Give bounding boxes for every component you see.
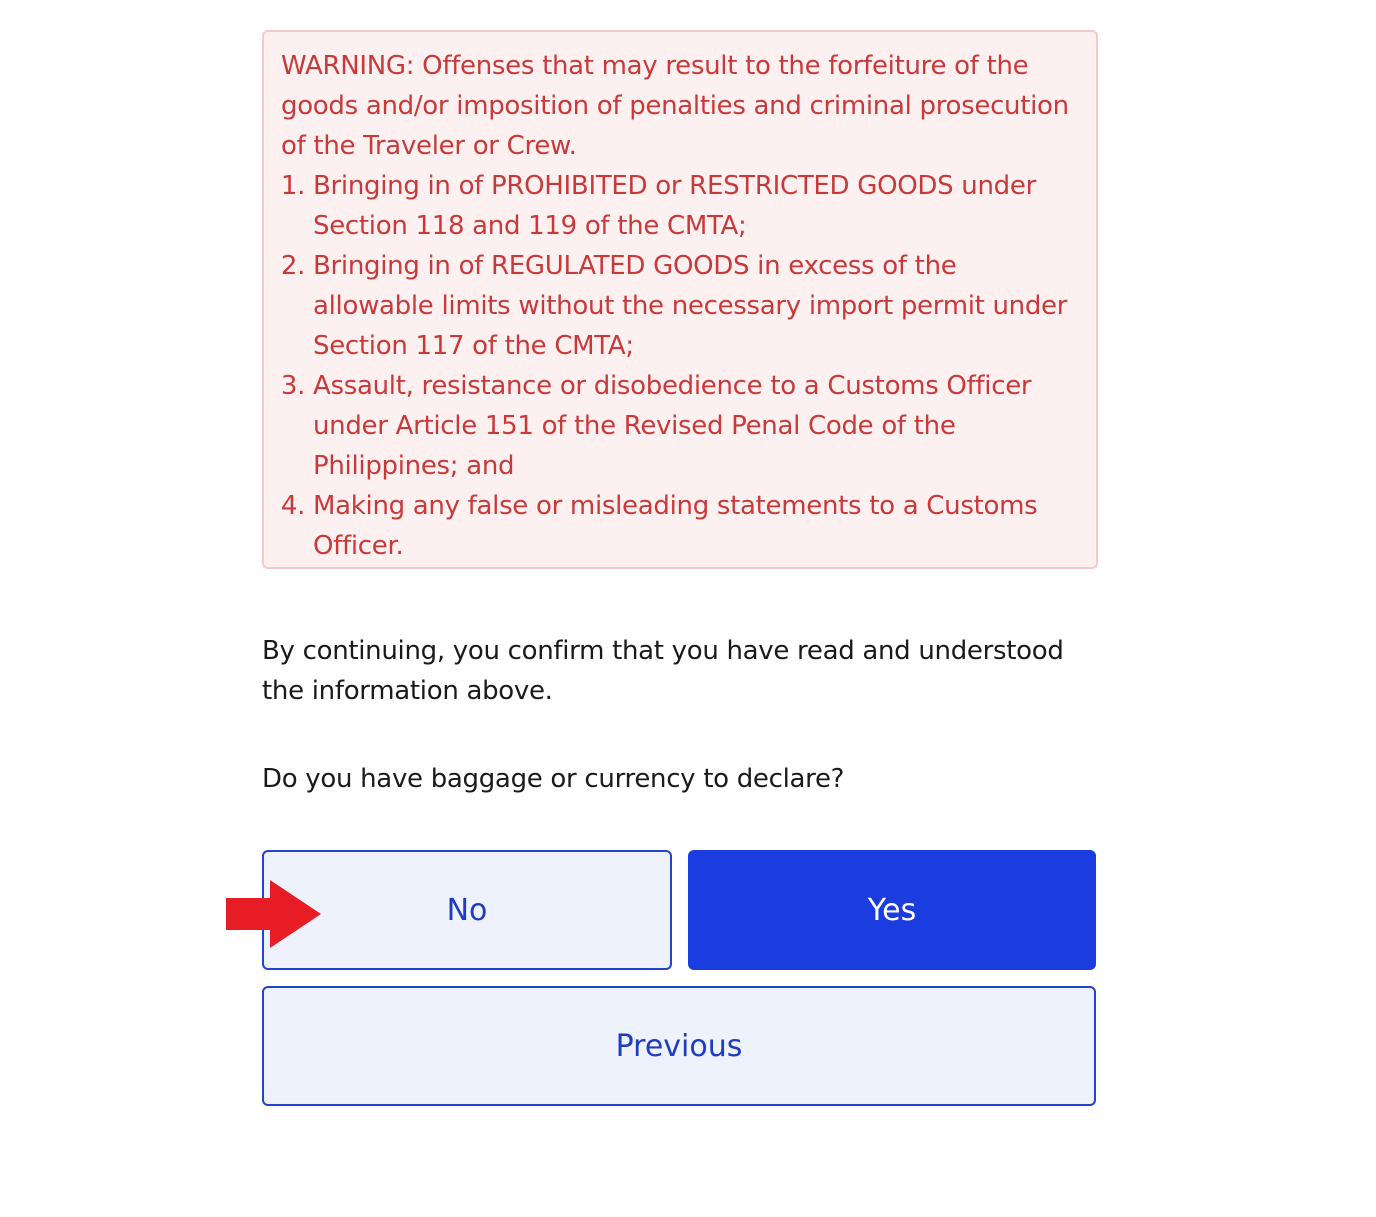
offense-item: 3. Assault, resistance or disobedience to a Customs Officer under Article 151 of the Revised Penal Code of the Philippines; and (313, 366, 1079, 486)
offense-item: 1. Bringing in of PROHIBITED or RESTRICTED GOODS under Section 118 and 119 of the CMTA; (313, 166, 1079, 246)
no-button[interactable] (262, 850, 672, 970)
offense-list (281, 166, 1079, 566)
red-arrow-icon (226, 880, 322, 948)
previous-button[interactable] (262, 986, 1096, 1106)
yes-button[interactable] (688, 850, 1096, 970)
warning-intro: WARNING: Offenses that may result to the forfeiture of the goods and/or imposition of penalties and criminal prosecution of the Traveler or Crew. (281, 51, 1069, 161)
yes-button-label: Yes (867, 892, 917, 928)
offense-item: 2. Bringing in of REGULATED GOODS in excess of the allowable limits without the necessary import permit under Section 117 of the CMTA; (313, 246, 1079, 366)
confirmation-text: By continuing, you confirm that you have read and understood the information above. (262, 636, 1064, 706)
previous-button-label: Previous (615, 1028, 743, 1064)
no-button-label: No (446, 892, 488, 928)
declare-question: Do you have baggage or currency to declare? (262, 764, 845, 794)
offense-item: 4. Making any false or misleading statements to a Customs Officer. (313, 486, 1079, 566)
warning-box (262, 30, 1098, 569)
